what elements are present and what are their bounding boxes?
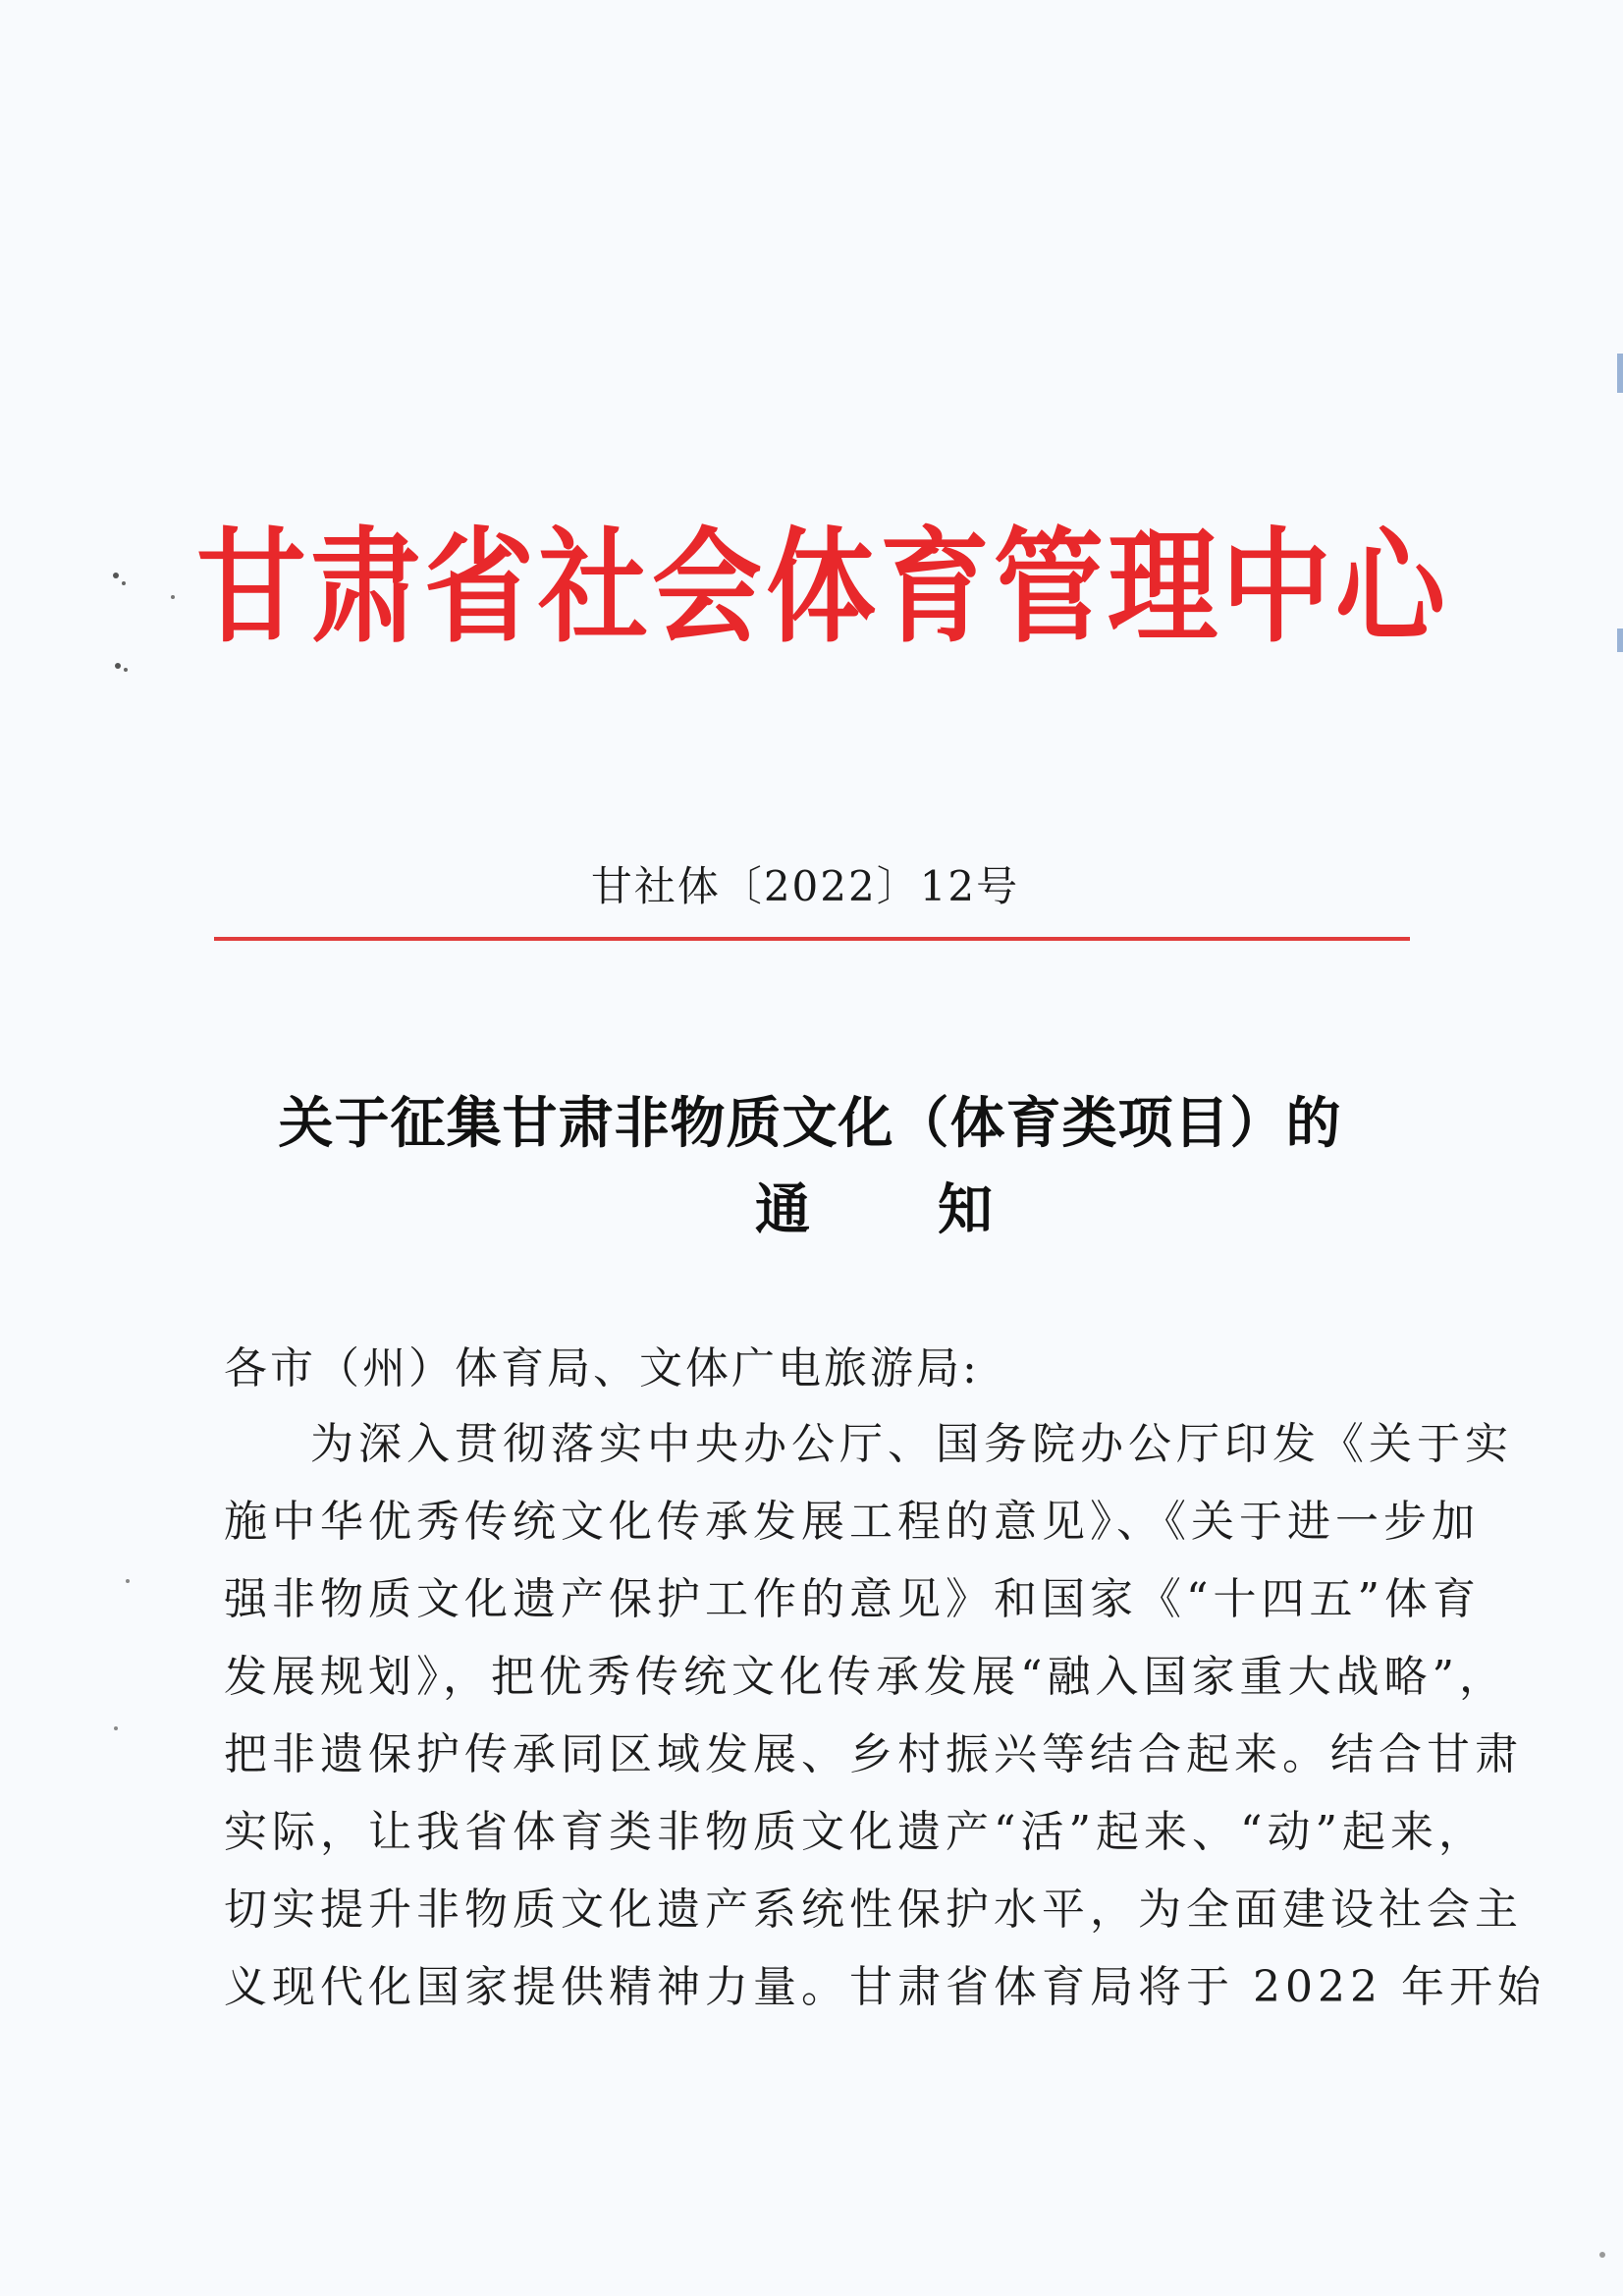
body-paragraph: [224, 1405, 1545, 2026]
paragraph-line: 为深入贯彻落实中央办公厅、国务院办公厅印发《关于实: [310, 1419, 1513, 1469]
letterhead-organization: 甘肃省社会体育管理中心: [196, 517, 1449, 660]
document-title-line-2: 通知: [755, 1178, 1120, 1242]
document-title-line-1: 关于征集甘肃非物质文化（体育类项目）的: [278, 1092, 1342, 1156]
paragraph-line: 义现代化国家提供精神力量。甘肃省体育局将于 2022 年开始: [224, 1962, 1545, 2012]
paragraph-line: 强非物质文化遗产保护工作的意见》和国家《“十四五”体育: [224, 1574, 1481, 1624]
salutation: 各市（州）体育局、文体广电旅游局:: [224, 1343, 980, 1394]
paragraph-line: 施中华优秀传统文化传承发展工程的意见》、《关于进一步加: [224, 1497, 1480, 1547]
scan-edge-mark: [1617, 354, 1623, 393]
paragraph-line: 发展规划》，把优秀传统文化传承发展“融入国家重大战略”，: [224, 1652, 1507, 1702]
document-number: 甘社体〔2022〕12号: [590, 862, 1020, 910]
red-divider-line: [214, 937, 1410, 941]
scan-edge-mark: [1617, 629, 1623, 652]
paragraph-line: 实际，让我省体育类非物质文化遗产“活”起来、“动”起来，: [224, 1807, 1487, 1857]
paragraph-line: 把非遗保护传承同区域发展、乡村振兴等结合起来。结合甘肃: [224, 1729, 1523, 1779]
paragraph-line: 切实提升非物质文化遗产系统性保护水平，为全面建设社会主: [224, 1885, 1523, 1935]
